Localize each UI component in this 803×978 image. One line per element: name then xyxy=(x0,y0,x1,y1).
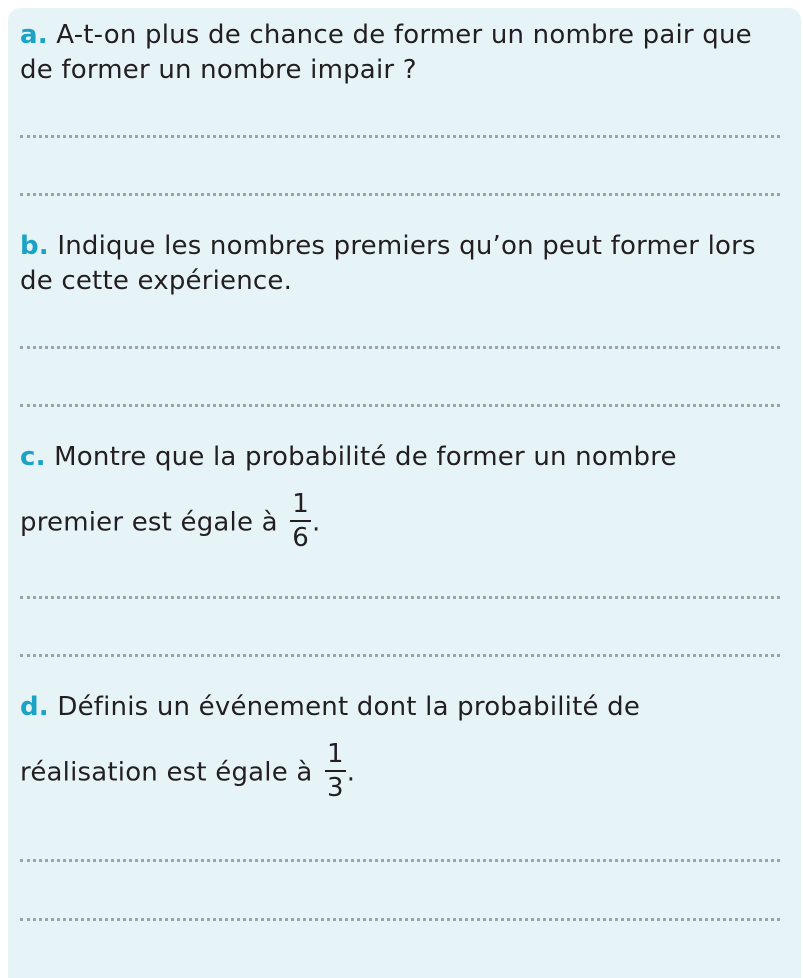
answer-line-d2[interactable] xyxy=(20,918,780,921)
question-c-second-line xyxy=(20,489,782,553)
fraction-denominator: 3 xyxy=(326,773,344,803)
question-c-line1: Montre que la probabilité de former un nombre xyxy=(45,442,677,472)
fraction-numerator: 1 xyxy=(325,741,346,772)
question-c-end: . xyxy=(311,507,321,538)
question-c-line2: premier est égale à xyxy=(20,507,287,538)
fraction-numerator: 1 xyxy=(290,491,311,522)
question-d-second-line xyxy=(20,739,782,803)
question-b-letter: b. xyxy=(20,231,49,261)
answer-line-b2[interactable] xyxy=(20,404,780,407)
answer-line-d1[interactable] xyxy=(20,859,780,862)
answer-line-a1[interactable] xyxy=(20,135,780,138)
question-b xyxy=(20,229,782,299)
question-b-text: Indique les nombres premiers qu’on peut former lors de cette expérience. xyxy=(20,231,756,296)
question-d-line2: réalisation est égale à xyxy=(20,757,321,788)
fraction-one-third xyxy=(325,741,346,801)
question-c xyxy=(20,440,782,475)
question-d-end: . xyxy=(346,757,356,788)
answer-line-c1[interactable] xyxy=(20,596,780,599)
answer-line-a2[interactable] xyxy=(20,193,780,196)
question-d xyxy=(20,690,782,725)
question-d-letter: d. xyxy=(20,692,49,722)
answer-line-c2[interactable] xyxy=(20,654,780,657)
question-d-line1: Définis un événement dont la probabilité de xyxy=(48,692,641,722)
question-c-letter: c. xyxy=(20,442,46,472)
question-a-text: A-t-on plus de chance de former un nombre pair que de former un nombre impair ? xyxy=(20,20,752,85)
question-a xyxy=(20,18,782,88)
fraction-denominator: 6 xyxy=(292,523,309,553)
answer-line-b1[interactable] xyxy=(20,346,780,349)
fraction-one-sixth xyxy=(290,491,311,551)
question-a-letter: a. xyxy=(20,20,48,50)
